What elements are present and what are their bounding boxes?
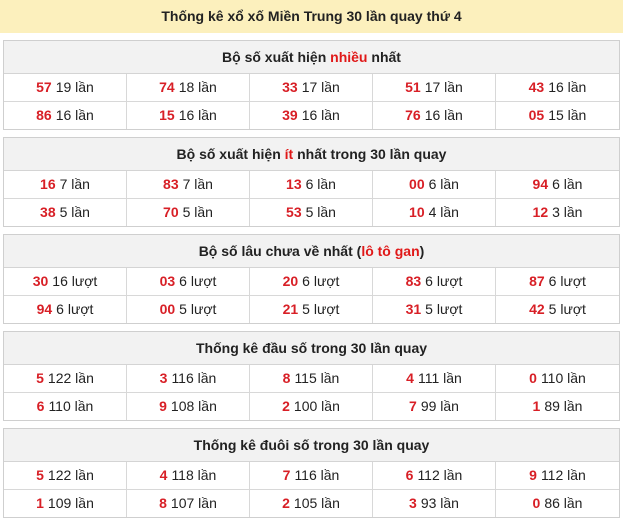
occurrence-count: 110 lần xyxy=(48,398,94,414)
lottery-number: 2 xyxy=(282,495,290,511)
lottery-number: 74 xyxy=(159,79,175,95)
occurrence-count: 16 lần xyxy=(301,107,340,123)
lottery-number: 30 xyxy=(32,273,49,289)
lottery-number: 10 xyxy=(409,204,425,220)
stat-cell xyxy=(127,296,250,323)
lottery-number: 6 xyxy=(36,398,45,414)
stat-cell xyxy=(4,462,127,490)
stat-cell xyxy=(127,199,250,226)
lottery-number: 42 xyxy=(529,301,545,317)
occurrence-count: 5 lượt xyxy=(179,301,217,317)
occurrence-count: 5 lần xyxy=(182,204,213,220)
occurrence-count: 109 lần xyxy=(47,495,94,511)
long-absent-section xyxy=(3,234,620,324)
occurrence-count: 89 lần xyxy=(544,398,583,414)
occurrence-count: 6 lần xyxy=(305,176,336,192)
lottery-number: 12 xyxy=(532,204,549,220)
stat-cell xyxy=(250,102,373,129)
stat-cell xyxy=(250,393,373,420)
occurrence-count: 6 lượt xyxy=(425,273,463,289)
occurrence-count: 17 lần xyxy=(301,79,340,95)
lottery-number: 53 xyxy=(286,204,302,220)
stat-cell xyxy=(373,462,496,490)
occurrence-count: 6 lần xyxy=(552,176,583,192)
lottery-number: 5 xyxy=(36,370,44,386)
stat-cell xyxy=(250,171,373,199)
stat-cell xyxy=(4,296,127,323)
stat-cell xyxy=(4,268,127,296)
lottery-number: 3 xyxy=(159,370,168,386)
stat-cell xyxy=(496,393,619,420)
occurrence-count: 100 lần xyxy=(293,398,340,414)
section-heading xyxy=(4,332,619,365)
occurrence-count: 107 lần xyxy=(170,495,217,511)
stat-cell xyxy=(127,490,250,517)
lottery-number: 76 xyxy=(405,107,421,123)
stat-cell xyxy=(373,74,496,102)
heading-highlight: lô tô gan xyxy=(361,243,420,259)
occurrence-count: 108 lần xyxy=(170,398,217,414)
stat-cell xyxy=(496,462,619,490)
lottery-number: 94 xyxy=(36,301,53,317)
stats-grid xyxy=(4,462,619,517)
occurrence-count: 18 lần xyxy=(178,79,217,95)
lottery-number: 31 xyxy=(405,301,422,317)
occurrence-count: 16 lần xyxy=(55,107,94,123)
stat-cell xyxy=(496,490,619,517)
stat-cell xyxy=(4,102,127,129)
heading-text: Thống kê đầu số trong 30 lần quay xyxy=(195,340,428,356)
lottery-number: 13 xyxy=(286,176,302,192)
section-heading xyxy=(4,429,619,462)
occurrence-count: 111 lần xyxy=(417,370,462,386)
lottery-number: 16 xyxy=(40,176,56,192)
heading-text: Bộ số xuất hiện xyxy=(222,49,331,65)
occurrence-count: 19 lần xyxy=(55,79,94,95)
lottery-number: 70 xyxy=(163,204,179,220)
occurrence-count: 16 lần xyxy=(178,107,217,123)
occurrence-count: 115 lần xyxy=(294,370,340,386)
stat-cell xyxy=(4,199,127,226)
most-frequent-section xyxy=(3,40,620,130)
occurrence-count: 116 lần xyxy=(294,467,340,483)
occurrence-count: 5 lần xyxy=(305,204,336,220)
stat-cell xyxy=(373,490,496,517)
occurrence-count: 99 lần xyxy=(420,398,459,414)
lottery-number: 7 xyxy=(409,398,417,414)
lottery-number: 1 xyxy=(532,398,541,414)
occurrence-count: 5 lượt xyxy=(548,301,586,317)
lottery-number: 03 xyxy=(159,273,176,289)
lottery-number: 38 xyxy=(40,204,56,220)
stat-cell xyxy=(250,462,373,490)
occurrence-count: 112 lần xyxy=(417,467,463,483)
stat-cell xyxy=(496,365,619,393)
lottery-number: 2 xyxy=(282,398,290,414)
occurrence-count: 5 lượt xyxy=(302,301,340,317)
occurrence-count: 118 lần xyxy=(171,467,217,483)
stat-cell xyxy=(127,462,250,490)
lottery-number: 7 xyxy=(282,467,291,483)
lottery-number: 9 xyxy=(529,467,537,483)
occurrence-count: 6 lượt xyxy=(302,273,340,289)
tail-digit-section xyxy=(3,428,620,518)
stat-cell xyxy=(4,393,127,420)
stat-cell xyxy=(373,296,496,323)
stat-cell xyxy=(127,365,250,393)
lottery-number: 8 xyxy=(282,370,291,386)
stat-cell xyxy=(250,365,373,393)
occurrence-count: 105 lần xyxy=(293,495,340,511)
lottery-number: 0 xyxy=(532,495,541,511)
heading-text: ) xyxy=(419,243,425,259)
stat-cell xyxy=(4,365,127,393)
stat-cell xyxy=(373,365,496,393)
stats-grid xyxy=(4,268,619,323)
occurrence-count: 6 lần xyxy=(428,176,459,192)
heading-text: Bộ số xuất hiện xyxy=(176,146,285,162)
stats-sections xyxy=(0,40,623,518)
stat-cell xyxy=(127,102,250,129)
occurrence-count: 122 lần xyxy=(47,467,94,483)
occurrence-count: 7 lần xyxy=(59,176,90,192)
lottery-number: 4 xyxy=(159,467,168,483)
occurrence-count: 4 lần xyxy=(428,204,459,220)
lottery-number: 33 xyxy=(282,79,298,95)
lottery-number: 05 xyxy=(528,107,545,123)
stat-cell xyxy=(4,74,127,102)
heading-highlight: ít xyxy=(284,146,294,162)
heading-text: nhất trong 30 lần quay xyxy=(293,146,447,162)
lottery-number: 1 xyxy=(36,495,44,511)
occurrence-count: 6 lượt xyxy=(548,273,586,289)
heading-text: Thống kê đuôi số trong 30 lần quay xyxy=(193,437,430,453)
occurrence-count: 16 lần xyxy=(548,79,587,95)
stat-cell xyxy=(496,74,619,102)
occurrence-count: 15 lần xyxy=(548,107,587,123)
lottery-number: 83 xyxy=(405,273,422,289)
occurrence-count: 6 lượt xyxy=(179,273,217,289)
heading-highlight: nhiều xyxy=(330,49,368,65)
occurrence-count: 86 lần xyxy=(544,495,583,511)
stat-cell xyxy=(127,74,250,102)
stat-cell xyxy=(4,171,127,199)
occurrence-count: 93 lần xyxy=(420,495,459,511)
stat-cell xyxy=(250,199,373,226)
stat-cell xyxy=(496,296,619,323)
stats-grid xyxy=(4,171,619,226)
stats-grid xyxy=(4,365,619,420)
lottery-number: 51 xyxy=(405,79,421,95)
occurrence-count: 16 lần xyxy=(424,107,463,123)
lottery-number: 21 xyxy=(282,301,299,317)
lottery-number: 20 xyxy=(282,273,299,289)
lottery-number: 4 xyxy=(406,370,414,386)
occurrence-count: 5 lượt xyxy=(425,301,463,317)
head-digit-section xyxy=(3,331,620,421)
section-heading xyxy=(4,235,619,268)
lottery-number: 5 xyxy=(36,467,44,483)
lottery-number: 8 xyxy=(159,495,167,511)
lottery-number: 87 xyxy=(529,273,545,289)
stat-cell xyxy=(373,268,496,296)
stat-cell xyxy=(250,268,373,296)
lottery-number: 15 xyxy=(159,107,175,123)
lottery-number: 94 xyxy=(532,176,549,192)
occurrence-count: 3 lần xyxy=(552,204,583,220)
stat-cell xyxy=(373,102,496,129)
stat-cell xyxy=(496,102,619,129)
lottery-number: 86 xyxy=(36,107,52,123)
lottery-number: 0 xyxy=(529,370,537,386)
stat-cell xyxy=(250,296,373,323)
stats-grid xyxy=(4,74,619,129)
occurrence-count: 116 lần xyxy=(171,370,217,386)
lottery-number: 43 xyxy=(528,79,545,95)
lottery-number: 9 xyxy=(159,398,167,414)
stat-cell xyxy=(496,171,619,199)
stat-cell xyxy=(250,74,373,102)
stat-cell xyxy=(250,490,373,517)
occurrence-count: 6 lượt xyxy=(56,301,94,317)
section-heading xyxy=(4,41,619,74)
occurrence-count: 112 lần xyxy=(540,467,586,483)
lottery-number: 3 xyxy=(409,495,417,511)
stat-cell xyxy=(4,490,127,517)
occurrence-count: 17 lần xyxy=(424,79,463,95)
occurrence-count: 122 lần xyxy=(47,370,94,386)
stat-cell xyxy=(127,393,250,420)
occurrence-count: 5 lần xyxy=(59,204,90,220)
stat-cell xyxy=(496,199,619,226)
occurrence-count: 7 lần xyxy=(182,176,213,192)
lottery-number: 00 xyxy=(409,176,425,192)
stat-cell xyxy=(373,199,496,226)
lottery-number: 00 xyxy=(159,301,176,317)
section-heading xyxy=(4,138,619,171)
stat-cell xyxy=(373,171,496,199)
least-frequent-section xyxy=(3,137,620,227)
stat-cell xyxy=(127,171,250,199)
heading-text: nhất xyxy=(367,49,401,65)
occurrence-count: 110 lần xyxy=(540,370,586,386)
stat-cell xyxy=(496,268,619,296)
stat-cell xyxy=(373,393,496,420)
heading-text: Bộ số lâu chưa về nhất ( xyxy=(198,243,362,259)
lottery-number: 83 xyxy=(163,176,179,192)
lottery-number: 57 xyxy=(36,79,52,95)
page-title: Thống kê xổ xố Miền Trung 30 lần quay thứ 4 xyxy=(0,0,623,33)
lottery-number: 39 xyxy=(282,107,298,123)
occurrence-count: 16 lượt xyxy=(52,273,98,289)
stat-cell xyxy=(127,268,250,296)
lottery-number: 6 xyxy=(405,467,414,483)
